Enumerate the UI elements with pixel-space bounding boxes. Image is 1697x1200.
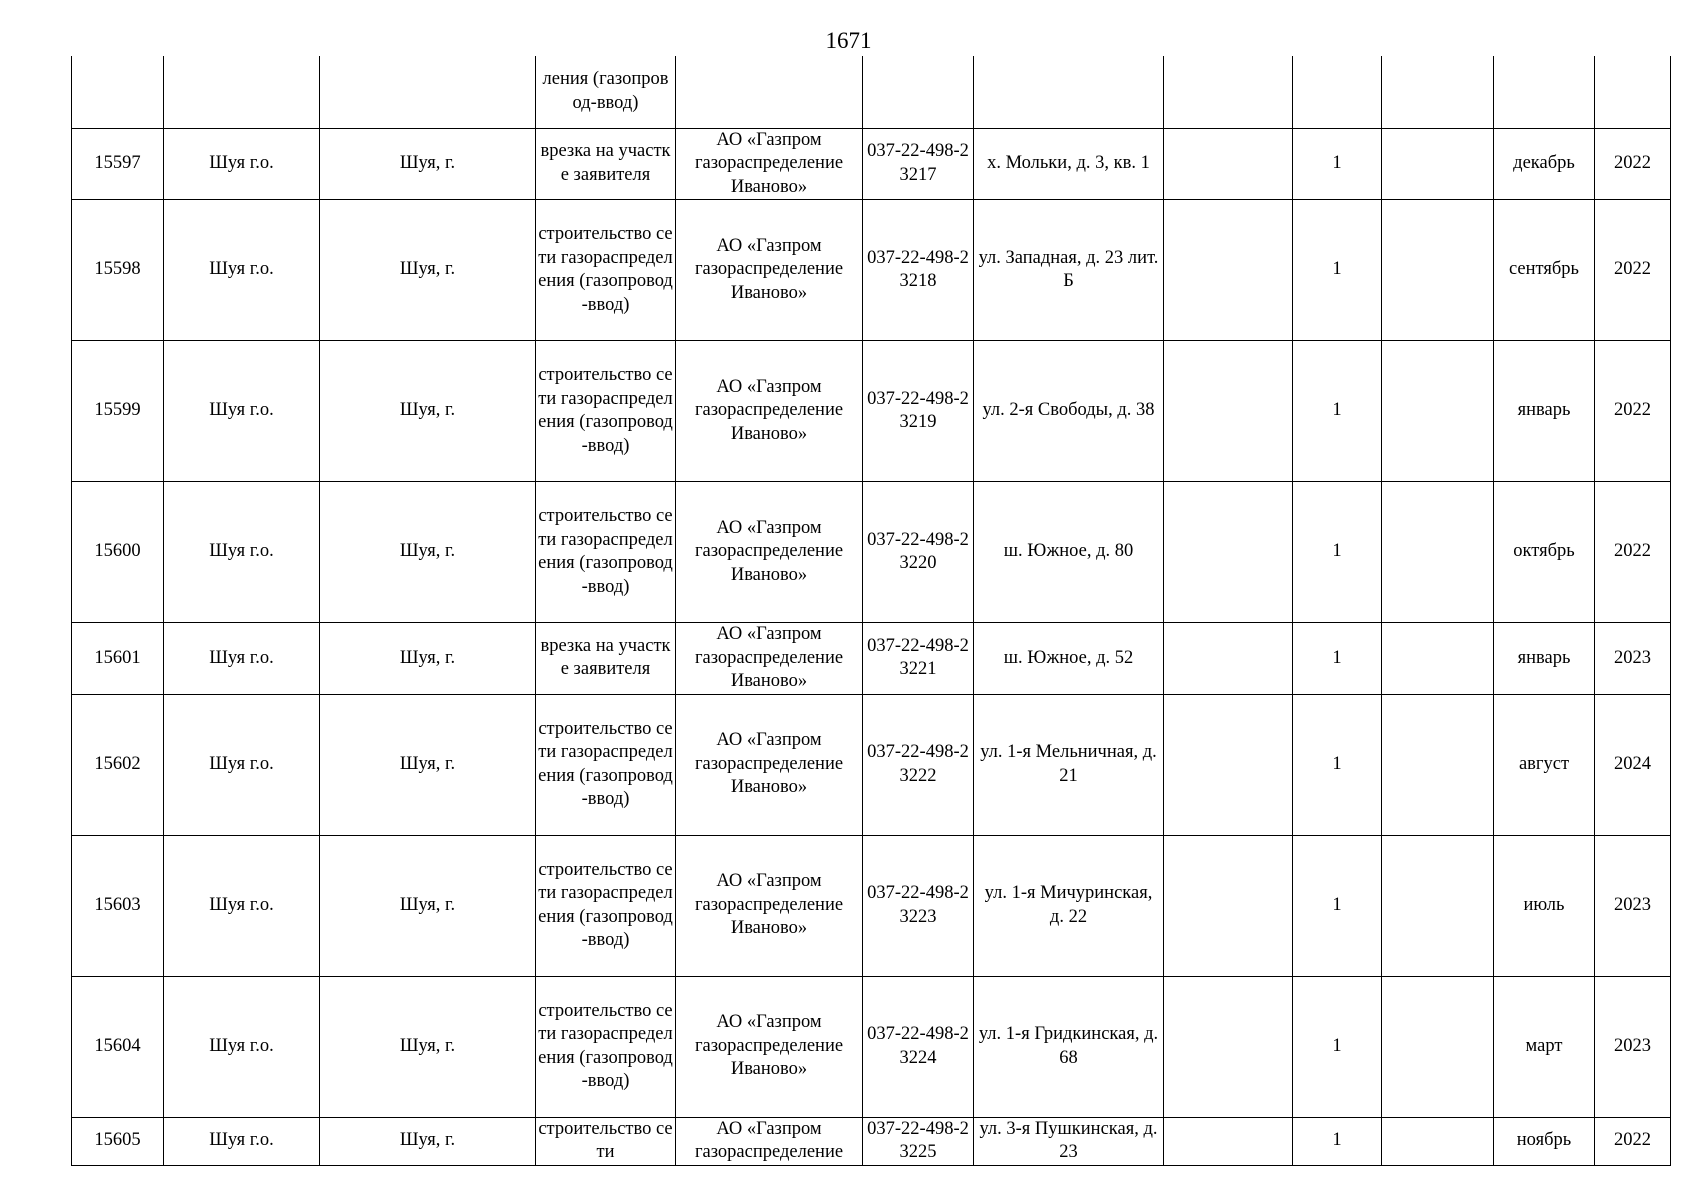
cell-extra-1: [1164, 976, 1293, 1117]
cell-extra-1: [1164, 341, 1293, 482]
cell-work-type: строительство сети газораспределения (газопровод-ввод): [536, 694, 676, 835]
cell-org: АО «Газпром газораспределение Иваново»: [676, 835, 863, 976]
cell-work-type: строительство сети газораспределения (газопровод-ввод): [536, 976, 676, 1117]
cell-district: [164, 56, 320, 128]
cell-year: 2022: [1595, 200, 1671, 341]
cell-locality: Шуя, г.: [320, 341, 536, 482]
cell-extra-2: [1382, 341, 1494, 482]
cell-address: ул. 1-я Мельничная, д. 21: [974, 694, 1164, 835]
cell-num: 15597: [72, 128, 164, 200]
cell-num: [72, 56, 164, 128]
cell-month: сентябрь: [1494, 200, 1595, 341]
table-row: [72, 482, 1671, 623]
cell-extra-1: [1164, 482, 1293, 623]
cell-month: январь: [1494, 341, 1595, 482]
cell-org: АО «Газпром газораспределение Иваново»: [676, 976, 863, 1117]
cell-num: 15598: [72, 200, 164, 341]
cell-district: Шуя г.о.: [164, 128, 320, 200]
cell-work-type: врезка на участке заявителя: [536, 128, 676, 200]
table-row: [72, 200, 1671, 341]
cell-org: АО «Газпром газораспределение Иваново»: [676, 128, 863, 200]
table-row: [72, 341, 1671, 482]
cell-district: Шуя г.о.: [164, 200, 320, 341]
table-row: [72, 128, 1671, 200]
cell-address: ул. 2-я Свободы, д. 38: [974, 341, 1164, 482]
cell-org: АО «Газпром газораспределение Иваново»: [676, 623, 863, 695]
cell-code: 037-22-498-23221: [863, 623, 974, 695]
cell-code: 037-22-498-23217: [863, 128, 974, 200]
cell-month: [1494, 56, 1595, 128]
cell-org: АО «Газпром газораспределение Иваново»: [676, 694, 863, 835]
cell-extra-2: [1382, 835, 1494, 976]
cell-work-type: строительство сети газораспределения (газопровод-ввод): [536, 200, 676, 341]
cell-org: АО «Газпром газораспределение Иваново»: [676, 482, 863, 623]
cell-code: 037-22-498-23218: [863, 200, 974, 341]
cell-num: 15604: [72, 976, 164, 1117]
cell-code: 037-22-498-23225: [863, 1117, 974, 1165]
cell-extra-1: [1164, 128, 1293, 200]
cell-qty: 1: [1293, 694, 1382, 835]
cell-extra-1: [1164, 694, 1293, 835]
cell-address: х. Мольки, д. 3, кв. 1: [974, 128, 1164, 200]
cell-extra-2: [1382, 694, 1494, 835]
cell-num: 15603: [72, 835, 164, 976]
cell-extra-1: [1164, 1117, 1293, 1165]
cell-locality: Шуя, г.: [320, 128, 536, 200]
table-row: [72, 623, 1671, 695]
table-row: [72, 835, 1671, 976]
cell-qty: 1: [1293, 835, 1382, 976]
cell-extra-2: [1382, 128, 1494, 200]
cell-locality: Шуя, г.: [320, 623, 536, 695]
cell-year: 2022: [1595, 482, 1671, 623]
cell-month: декабрь: [1494, 128, 1595, 200]
cell-code: 037-22-498-23222: [863, 694, 974, 835]
cell-year: 2023: [1595, 623, 1671, 695]
cell-year: 2022: [1595, 341, 1671, 482]
cell-district: Шуя г.о.: [164, 694, 320, 835]
cell-locality: Шуя, г.: [320, 976, 536, 1117]
cell-address: ул. Западная, д. 23 лит. Б: [974, 200, 1164, 341]
cell-num: 15605: [72, 1117, 164, 1165]
cell-month: октябрь: [1494, 482, 1595, 623]
cell-work-type: строительство сети газораспределения (газопровод-ввод): [536, 482, 676, 623]
table-body: [72, 56, 1671, 1165]
cell-qty: 1: [1293, 200, 1382, 341]
cell-address: ул. 1-я Мичуринская, д. 22: [974, 835, 1164, 976]
cell-num: 15602: [72, 694, 164, 835]
cell-address: ш. Южное, д. 80: [974, 482, 1164, 623]
cell-org: АО «Газпром газораспределение Иваново»: [676, 341, 863, 482]
cell-month: август: [1494, 694, 1595, 835]
page-number: [0, 28, 1697, 54]
cell-locality: Шуя, г.: [320, 200, 536, 341]
cell-extra-2: [1382, 200, 1494, 341]
cell-work-type: строительство сети: [536, 1117, 676, 1165]
cell-year: 2023: [1595, 835, 1671, 976]
cell-qty: 1: [1293, 341, 1382, 482]
cell-work-type: строительство сети газораспределения (газопровод-ввод): [536, 341, 676, 482]
cell-qty: 1: [1293, 976, 1382, 1117]
cell-qty: 1: [1293, 482, 1382, 623]
cell-district: Шуя г.о.: [164, 623, 320, 695]
cell-extra-1: [1164, 200, 1293, 341]
cell-code: [863, 56, 974, 128]
cell-code: 037-22-498-23224: [863, 976, 974, 1117]
cell-work-type: врезка на участке заявителя: [536, 623, 676, 695]
cell-org: [676, 56, 863, 128]
cell-num: 15600: [72, 482, 164, 623]
cell-address: ул. 3-я Пушкинская, д. 23: [974, 1117, 1164, 1165]
cell-work-type: ления (газопровод-ввод): [536, 56, 676, 128]
cell-num: 15601: [72, 623, 164, 695]
cell-month: ноябрь: [1494, 1117, 1595, 1165]
cell-year: 2022: [1595, 128, 1671, 200]
cell-extra-1: [1164, 835, 1293, 976]
cell-address: [974, 56, 1164, 128]
cell-extra-2: [1382, 623, 1494, 695]
table-row: [72, 976, 1671, 1117]
cell-locality: [320, 56, 536, 128]
cell-address: ш. Южное, д. 52: [974, 623, 1164, 695]
cell-num: 15599: [72, 341, 164, 482]
cell-extra-2: [1382, 976, 1494, 1117]
cell-district: Шуя г.о.: [164, 341, 320, 482]
table-row: [72, 694, 1671, 835]
cell-district: Шуя г.о.: [164, 482, 320, 623]
page-number-text: 1671: [825, 28, 872, 53]
cell-code: 037-22-498-23219: [863, 341, 974, 482]
cell-extra-1: [1164, 623, 1293, 695]
cell-district: Шуя г.о.: [164, 976, 320, 1117]
cell-year: 2023: [1595, 976, 1671, 1117]
cell-extra-2: [1382, 56, 1494, 128]
cell-district: Шуя г.о.: [164, 1117, 320, 1165]
cell-locality: Шуя, г.: [320, 1117, 536, 1165]
cell-locality: Шуя, г.: [320, 835, 536, 976]
cell-locality: Шуя, г.: [320, 482, 536, 623]
cell-month: июль: [1494, 835, 1595, 976]
cell-extra-2: [1382, 1117, 1494, 1165]
cell-address: ул. 1-я Гридкинская, д. 68: [974, 976, 1164, 1117]
cell-qty: 1: [1293, 128, 1382, 200]
cell-year: 2024: [1595, 694, 1671, 835]
cell-qty: [1293, 56, 1382, 128]
cell-extra-2: [1382, 482, 1494, 623]
table-row-continued: [72, 56, 1671, 128]
cell-district: Шуя г.о.: [164, 835, 320, 976]
cell-qty: 1: [1293, 623, 1382, 695]
cell-work-type: строительство сети газораспределения (газопровод-ввод): [536, 835, 676, 976]
cell-code: 037-22-498-23220: [863, 482, 974, 623]
cell-org: АО «Газпром газораспределение Иваново»: [676, 200, 863, 341]
cell-year: [1595, 56, 1671, 128]
cell-locality: Шуя, г.: [320, 694, 536, 835]
registry-table: [71, 56, 1671, 1166]
cell-qty: 1: [1293, 1117, 1382, 1165]
cell-year: 2022: [1595, 1117, 1671, 1165]
cell-code: 037-22-498-23223: [863, 835, 974, 976]
cell-extra-1: [1164, 56, 1293, 128]
table-row: [72, 1117, 1671, 1165]
cell-org: АО «Газпром газораспределение: [676, 1117, 863, 1165]
cell-month: январь: [1494, 623, 1595, 695]
cell-month: март: [1494, 976, 1595, 1117]
